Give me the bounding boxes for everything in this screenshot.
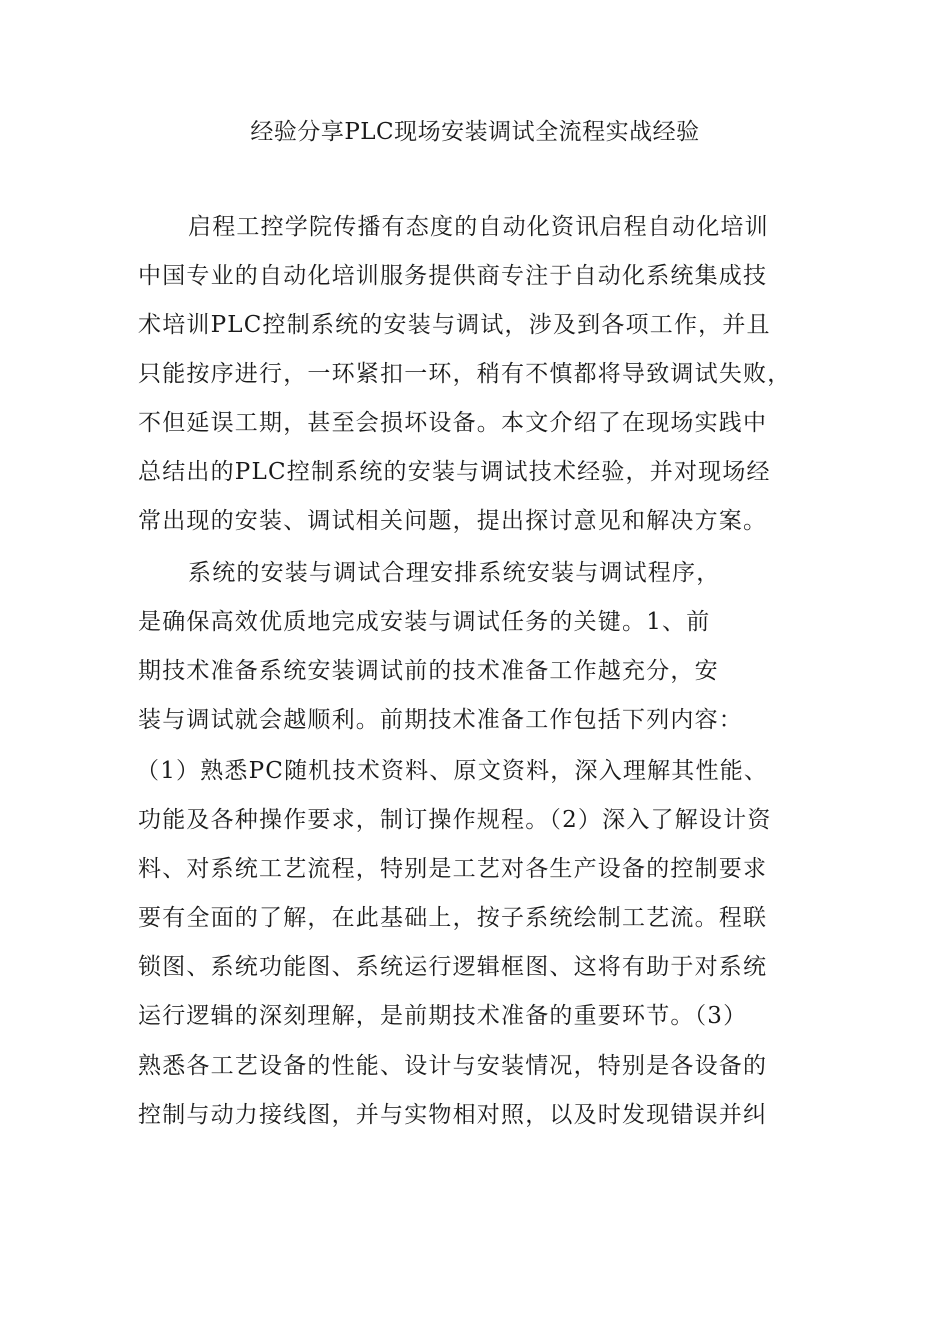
body-line: 料、对系统工艺流程，特别是工艺对各生产设备的控制要求 [138,856,768,882]
body-line: 是确保高效优质地完成安装与调试任务的关键。1、前 [138,609,711,635]
body-line: 总结出的PLC控制系统的安装与调试技术经验，并对现场经 [138,459,771,485]
body-line: （1）熟悉PC随机技术资料、原文资料，深入理解其性能、 [136,758,769,784]
body-line: 装与调试就会越顺利。前期技术准备工作包括下列内容： [138,707,743,733]
body-line: 系统的安装与调试合理安排系统安装与调试程序， [188,560,721,586]
body-line: 熟悉各工艺设备的性能、设计与安装情况，特别是各设备的 [138,1053,768,1079]
document-title: 经验分享PLC现场安装调试全流程实战经验 [250,119,700,145]
body-line: 锁图、系统功能图、系统运行逻辑框图、这将有助于对系统 [138,954,768,980]
body-line: 期技术准备系统安装调试前的技术准备工作越充分，安 [138,658,719,684]
body-line: 运行逻辑的深刻理解，是前期技术准备的重要环节。（3） [138,1003,748,1029]
body-line: 中国专业的自动化培训服务提供商专注于自动化系统集成技 [138,263,768,289]
body-line: 常出现的安装、调试相关问题，提出探讨意见和解决方案。 [138,508,768,534]
body-line: 只能按序进行，一环紧扣一环，稍有不慎都将导致调试失败， [138,361,792,387]
body-line: 不但延误工期，甚至会损坏设备。本文介绍了在现场实践中 [138,410,768,436]
body-line: 功能及各种操作要求，制订操作规程。（2）深入了解设计资 [138,807,772,833]
body-line: 术培训PLC控制系统的安装与调试，涉及到各项工作，并且 [138,312,771,338]
body-line: 控制与动力接线图，并与实物相对照，以及时发现错误并纠 [138,1102,768,1128]
body-line: 启程工控学院传播有态度的自动化资讯启程自动化培训 [188,214,769,240]
body-line: 要有全面的了解，在此基础上，按子系统绘制工艺流。程联 [138,905,768,931]
